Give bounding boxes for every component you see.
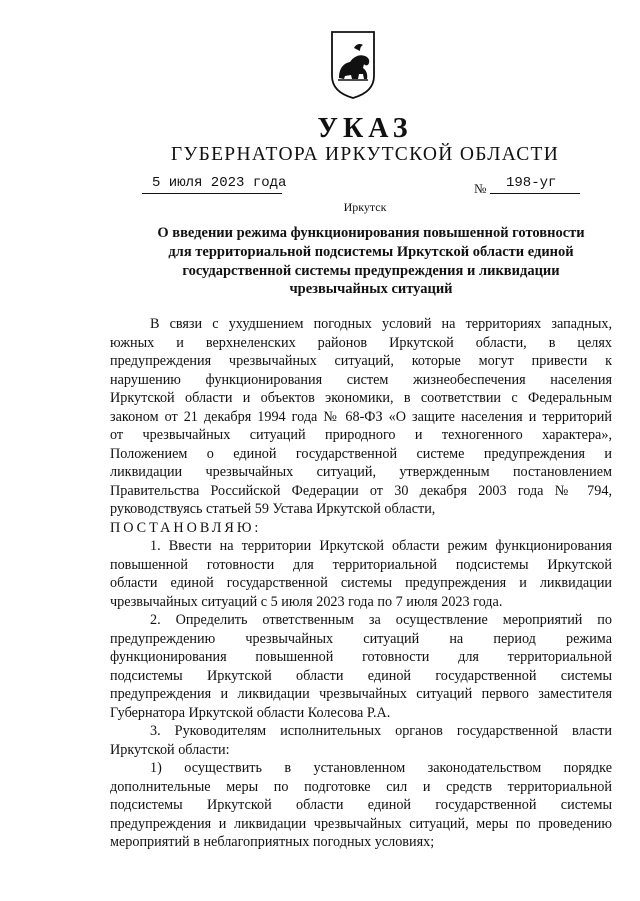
- document-subtitle: ГУБЕРНАТОРА ИРКУТСКОЙ ОБЛАСТИ: [170, 144, 560, 165]
- body-line: 3. Руководителям исполнительных органов государственной власти: [150, 723, 612, 739]
- document-body: [110, 315, 612, 852]
- heading-line: государственной системы предупреждения и ликвидации: [182, 262, 560, 279]
- body-line: законом от 21 декабря 1994 года № 68-ФЗ «О защите населения и территорий: [110, 408, 612, 425]
- body-line: 1. Ввести на территории Иркутской области режим функционирования: [150, 538, 612, 554]
- body-line: В связи с ухудшением погодных условий на территориях западных,: [150, 316, 612, 332]
- postanovlyayu: ПОСТАНОВЛЯЮ:: [110, 519, 262, 536]
- body-line: от чрезвычайных ситуаций природного и техногенного характера»,: [110, 427, 612, 443]
- body-line: подсистемы Иркутской области единой государственной системы: [110, 797, 612, 813]
- coat-of-arms-icon: [330, 30, 376, 100]
- body-line: Положением о единой государственной системе предупреждения и: [110, 445, 612, 462]
- heading-line: чрезвычайных ситуаций: [289, 281, 453, 298]
- body-line: 1) осуществить в установленном законодательством порядке: [150, 760, 612, 776]
- body-line: дополнительные меры по подготовке сил и средств территориальной: [110, 778, 612, 795]
- body-line: предупреждения и ликвидации чрезвычайных ситуаций первого заместителя: [110, 686, 612, 702]
- body-line: подсистемы Иркутской области единой государственной системы: [110, 667, 612, 684]
- document-number: 198-уг: [506, 175, 557, 191]
- heading-line: О введении режима функционирования повышенной готовности: [157, 225, 585, 241]
- body-line: Губернатора Иркутской области Колесова Р.А.: [110, 704, 391, 721]
- date-underline: [142, 193, 282, 194]
- body-line: предупреждению чрезвычайных ситуаций на период режима: [110, 630, 612, 647]
- number-underline: [490, 193, 580, 194]
- document-date: 5 июля 2023 года: [152, 175, 287, 191]
- heading-line: для территориальной подсистемы Иркутской области единой: [168, 243, 574, 260]
- body-line: Правительства Российской Федерации от 30 декабря 2003 года № 794,: [110, 482, 612, 499]
- number-sign: №: [474, 181, 487, 196]
- body-line: чрезвычайных ситуаций с 5 июля 2023 года по 7 июля 2023 года.: [110, 593, 503, 610]
- body-line: нарушению функционирования систем жизнеобеспечения населения: [110, 371, 612, 388]
- body-line: 2. Определить ответственным за осуществление мероприятий по: [150, 612, 612, 628]
- body-line: Иркутской области:: [110, 741, 230, 758]
- body-line: предупреждения и ликвидации чрезвычайных ситуаций, меры по проведению: [110, 815, 612, 832]
- body-line: повышенной готовности для территориальной подсистемы Иркутской: [110, 556, 612, 573]
- body-line: предупреждения чрезвычайных ситуаций, которые могут привести к: [110, 353, 612, 369]
- body-line: ликвидации чрезвычайных ситуаций, утвержденным постановлением: [110, 464, 612, 480]
- document-city: Иркутск: [343, 200, 387, 214]
- body-line: функционирования повышенной готовности для территориальной: [110, 649, 612, 665]
- body-line: южных и верхнеленских районов Иркутской области, в целях: [110, 334, 612, 351]
- body-line: руководствуясь статьей 59 Устава Иркутской области,: [110, 501, 436, 517]
- document-title: УКАЗ: [317, 113, 413, 144]
- document-heading: [130, 224, 612, 299]
- body-line: Иркутской области и объектов экономики, в соответствии с Федеральным: [110, 390, 612, 406]
- body-line: мероприятий в неблагоприятных погодных условиях;: [110, 834, 435, 850]
- body-line: области единой государственной системы предупреждения и ликвидации: [110, 575, 612, 591]
